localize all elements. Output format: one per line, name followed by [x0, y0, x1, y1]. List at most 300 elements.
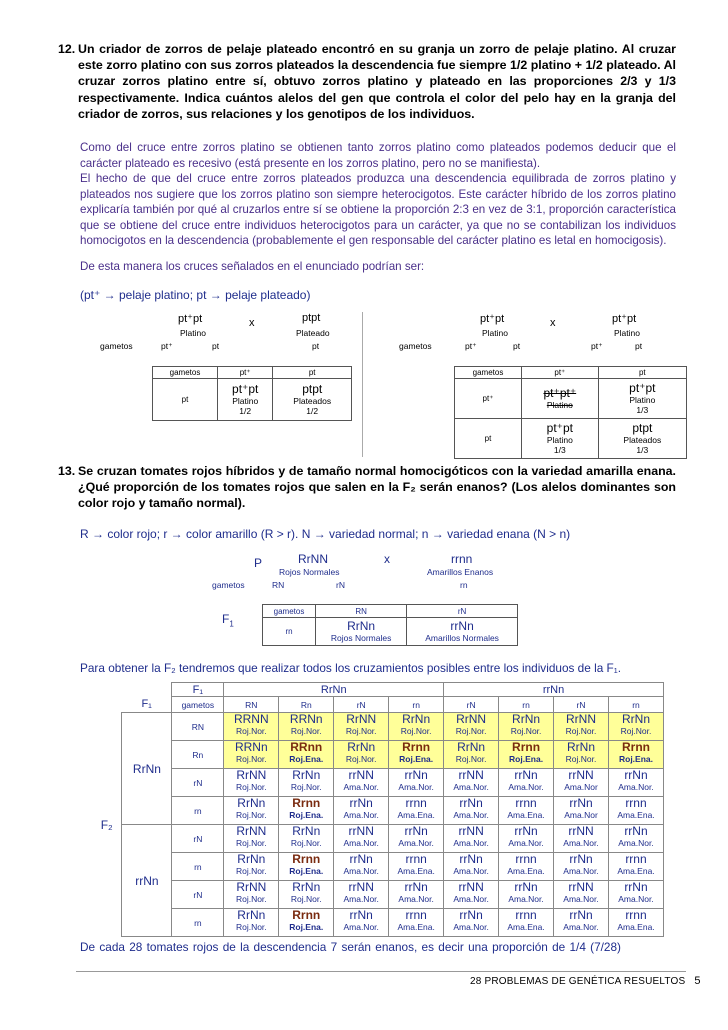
f2-cell — [444, 769, 499, 797]
cross1-row: pt — [153, 379, 218, 421]
f2-cell — [224, 741, 279, 769]
f2-cell — [334, 825, 389, 853]
f2-cell-phenotype: Ama.Nor. — [563, 838, 599, 848]
f2-cell-genotype: rrNN — [348, 824, 374, 838]
f2-cell — [444, 909, 499, 937]
f2-cell-genotype: rrNn — [624, 880, 648, 894]
f2-cell-genotype: rrnn — [625, 908, 647, 922]
f2-cell-phenotype: Ama.Ena. — [397, 866, 435, 876]
q12-number: 12. — [58, 42, 76, 56]
f2-cell-genotype: RRNn — [289, 712, 323, 726]
cross2-cell-0-1 — [598, 379, 686, 419]
f2-cell — [499, 741, 554, 769]
f2-cell-genotype: rrNn — [459, 852, 483, 866]
f2-cell — [334, 769, 389, 797]
f2-col-parent-2: rrNn — [444, 683, 664, 697]
f1-label — [222, 612, 234, 628]
f2-cell-phenotype: Roj.Ena. — [618, 754, 653, 764]
f2-cell — [279, 909, 334, 937]
p-phenotype-1: Rojos Normales — [279, 567, 340, 577]
f2-cell-phenotype: Ama.Nor. — [343, 810, 379, 820]
f2-cell-genotype: RrNN — [566, 712, 596, 726]
f2-cell-genotype: rrNn — [349, 908, 373, 922]
genotype: ptpt — [632, 421, 653, 435]
phenotype: Platino — [546, 435, 573, 445]
f2-cell-phenotype: Roj.Nor. — [235, 922, 267, 932]
p-gamete-2: rn — [460, 580, 468, 590]
f2-cell — [554, 853, 609, 881]
f2-row-gamete: rN — [172, 881, 224, 909]
fraction: 1/3 — [636, 405, 649, 415]
f2-cell-phenotype: Roj.Nor. — [235, 810, 267, 820]
f2-gametes-label: gametos — [172, 697, 224, 713]
f2-cell-genotype: rrNn — [514, 880, 538, 894]
f2-cell-phenotype: Roj.Ena. — [509, 754, 544, 764]
f2-cell-phenotype: Roj.Nor. — [400, 726, 432, 736]
f2-cell-phenotype: Ama.Nor. — [343, 838, 379, 848]
page-number: 5 — [694, 975, 701, 987]
cross2-g1: pt⁺ — [465, 341, 477, 351]
f2-row-gamete: Rn — [172, 741, 224, 769]
fraction: 1/2 — [239, 406, 252, 416]
cross2-g3: pt⁺ — [591, 341, 603, 351]
p-genotype-1: RrNN — [298, 552, 328, 566]
f2-cell — [279, 769, 334, 797]
f2-cell-genotype: RrNN — [456, 712, 487, 726]
genotype: pt⁺pt — [546, 421, 573, 435]
f2-cell — [334, 909, 389, 937]
fraction: 1/2 — [306, 406, 319, 416]
cross2-punnett — [454, 366, 687, 459]
f2-row-parent: rrNn — [122, 825, 172, 937]
q13-f2-intro: Para obtener la F₂ tendremos que realizar todos los cruzamientos posibles entre los individuos de la F₁. — [80, 661, 622, 675]
f2-cell-genotype: rrNN — [458, 768, 484, 782]
f2-cell-phenotype: Ama.Nor. — [618, 838, 654, 848]
cross2-cell-1-1 — [598, 419, 686, 459]
cross1-g1: pt⁺ — [161, 341, 173, 351]
q13-p-generation — [200, 550, 540, 595]
f2-cell-genotype: RRNN — [233, 712, 269, 726]
p-gamete-1a: RN — [272, 580, 285, 590]
f2-cell — [389, 853, 444, 881]
f2-col-gamete: rN — [334, 697, 389, 713]
f1-cell-1 — [407, 618, 518, 646]
p-label: P — [254, 556, 263, 570]
f2-f1-label: F₁ — [172, 683, 224, 697]
f2-cell — [554, 741, 609, 769]
cross1-parents — [90, 312, 360, 357]
f2-cell-phenotype: Ama.Nor. — [398, 782, 434, 792]
f2-cell — [608, 741, 663, 769]
f2-cell-genotype: RrNN — [236, 824, 267, 838]
phenotype: Plateados — [623, 435, 662, 445]
q13-conclusion: De cada 28 tomates rojos de la descendencia 7 serán enanos, es decir una proporción de 1/4 (7/28) — [80, 940, 621, 954]
f2-col-gamete: Rn — [279, 697, 334, 713]
cross1-corner: gametos — [153, 367, 218, 379]
phenotype: Rojos Normales — [330, 633, 392, 643]
f2-cell-phenotype: Roj.Nor. — [345, 754, 377, 764]
f2-cell-phenotype: Roj.Ena. — [289, 810, 324, 820]
cross1-punnett — [152, 366, 352, 421]
p-genotype-2: rrnn — [451, 552, 473, 566]
f2-cell — [224, 881, 279, 909]
cross2-col-0: pt⁺ — [522, 367, 599, 379]
f2-cell — [444, 881, 499, 909]
cross2-row-1: pt — [455, 419, 522, 459]
f2-cell-genotype: rrNn — [569, 908, 593, 922]
f2-cell-genotype: rrNn — [349, 796, 373, 810]
cross1-g3: pt — [312, 341, 320, 351]
cross1-p1-label: Platino — [180, 328, 206, 338]
f2-cell — [554, 909, 609, 937]
f2-cell-phenotype: Roj.Ena. — [399, 754, 434, 764]
f2-cell — [279, 853, 334, 881]
f2-cell-phenotype: Roj.Nor. — [455, 726, 487, 736]
f2-cell-genotype: RrNn — [292, 824, 321, 838]
f2-cell-phenotype: Ama.Nor. — [453, 838, 489, 848]
f2-cell-phenotype: Roj.Nor. — [235, 866, 267, 876]
f2-label: F₂ — [100, 817, 113, 832]
cross2-g2: pt — [513, 341, 521, 351]
f2-cell-phenotype: Roj.Nor. — [235, 782, 267, 792]
f2-cell — [554, 881, 609, 909]
genotype: rrNn — [450, 619, 474, 633]
footer-title: 28 PROBLEMAS DE GENÉTICA RESUELTOS — [470, 976, 686, 987]
f2-cell-genotype: RrNn — [347, 740, 376, 754]
f2-cell — [608, 909, 663, 937]
f2-cell-phenotype: Roj.Nor. — [290, 726, 322, 736]
f2-cell-phenotype: Roj.Nor. — [290, 782, 322, 792]
q12-answer-p3: De esta manera los cruces señalados en el enunciado podrían ser: — [80, 260, 425, 273]
f2-cell-genotype: RrNn — [457, 740, 486, 754]
f2-cell-phenotype: Ama.Nor. — [563, 922, 599, 932]
f2-row-gamete: rn — [172, 909, 224, 937]
f2-row-gamete: rN — [172, 825, 224, 853]
f2-cell-phenotype: Ama.Ena. — [617, 866, 655, 876]
p-gamete-1b: rN — [336, 580, 345, 590]
f2-cell-phenotype: Ama.Ena. — [507, 810, 545, 820]
f2-cell-phenotype: Roj.Nor. — [345, 726, 377, 736]
f2-cell-phenotype: Roj.Nor. — [455, 754, 487, 764]
f1-label-text: F — [222, 612, 230, 626]
f2-cell-phenotype: Roj.Nor. — [565, 726, 597, 736]
f2-cell-genotype: Rrnn — [402, 740, 431, 754]
cross1-p2: ptpt — [302, 312, 321, 324]
f2-cell-phenotype: Ama.Ena. — [397, 922, 435, 932]
f2-cell — [224, 797, 279, 825]
f2-cell — [444, 853, 499, 881]
f2-cell — [389, 881, 444, 909]
f2-col-gamete: rn — [389, 697, 444, 713]
f2-cell — [444, 825, 499, 853]
f2-col-gamete: rN — [444, 697, 499, 713]
f2-cell-genotype: rrNN — [568, 824, 594, 838]
f2-cell — [224, 825, 279, 853]
f2-cell-genotype: rrNn — [459, 796, 483, 810]
f2-cell — [389, 797, 444, 825]
f2-cell-phenotype: Ama.Nor. — [398, 894, 434, 904]
f2-cell — [334, 853, 389, 881]
f2-cell — [224, 713, 279, 741]
f2-cell-genotype: rrNN — [568, 768, 594, 782]
cross1-col-1: pt — [273, 367, 352, 379]
f2-cell-genotype: RrNn — [621, 712, 650, 726]
f2-cell — [224, 769, 279, 797]
f2-cell-phenotype: Ama.Ena. — [507, 866, 545, 876]
f2-row-gamete: rN — [172, 769, 224, 797]
f2-cell — [444, 741, 499, 769]
cross1-col-0: pt⁺ — [218, 367, 273, 379]
p-x: x — [384, 552, 390, 566]
f2-cell-genotype: RrNn — [512, 712, 541, 726]
f1-col-0: RN — [316, 605, 407, 618]
f2-cell-genotype: rrNn — [569, 852, 593, 866]
f2-cell-genotype: RrNn — [567, 740, 596, 754]
cross2-g4: pt — [635, 341, 643, 351]
f1-row: rn — [263, 618, 316, 646]
cross2-col-1: pt — [598, 367, 686, 379]
f2-cell-genotype: rrnn — [405, 908, 427, 922]
f2-cell-genotype: rrnn — [405, 796, 427, 810]
f2-cell — [389, 825, 444, 853]
f2-cell-genotype: rrnn — [625, 852, 647, 866]
f2-cell-genotype: rrNn — [624, 768, 648, 782]
f2-cell-genotype: rrNN — [348, 768, 374, 782]
f2-cell-genotype: rrNn — [459, 908, 483, 922]
f2-generation-label — [92, 713, 122, 937]
cross2-cell-0-0 — [522, 379, 599, 419]
cross2-p1-label: Platino — [482, 328, 508, 338]
f2-cell-genotype: RrNn — [237, 796, 266, 810]
f2-cell-phenotype: Ama.Nor. — [508, 782, 544, 792]
f2-cell-phenotype: Ama.Ena. — [617, 922, 655, 932]
cross2-corner: gametos — [455, 367, 522, 379]
f2-row-gamete: rn — [172, 797, 224, 825]
f2-cell-genotype: RRnn — [290, 740, 323, 754]
f2-cell-genotype: Rrnn — [621, 740, 650, 754]
f2-cell-phenotype: Roj.Nor. — [235, 838, 267, 848]
f2-cell — [554, 825, 609, 853]
f1-cell-0 — [316, 618, 407, 646]
f2-cell-genotype: RrNN — [346, 712, 377, 726]
f2-table — [92, 682, 664, 937]
f2-cell — [499, 881, 554, 909]
f2-cell-genotype: RrNn — [237, 852, 266, 866]
f2-cell-genotype: rrNN — [348, 880, 374, 894]
f2-cell-phenotype: Roj.Nor. — [235, 726, 267, 736]
f2-col-parent-1: RrNn — [224, 683, 444, 697]
f2-cell-phenotype: Roj.Nor. — [290, 838, 322, 848]
f2-col-gamete: RN — [224, 697, 279, 713]
f2-cell — [499, 713, 554, 741]
f2-cell-genotype: rrNn — [404, 824, 428, 838]
f2-cell-genotype: RrNn — [292, 768, 321, 782]
f2-cell — [279, 881, 334, 909]
f2-cell — [389, 741, 444, 769]
f2-cell — [334, 881, 389, 909]
f2-cell — [499, 825, 554, 853]
f2-cell-phenotype: Roj.Ena. — [289, 922, 324, 932]
f2-cell-phenotype: Ama.Nor. — [398, 838, 434, 848]
f2-cell-phenotype: Roj.Nor. — [235, 754, 267, 764]
cross2-gametes-label: gametos — [399, 341, 432, 351]
f2-cell — [224, 853, 279, 881]
f2-cell-phenotype: Ama.Nor. — [453, 894, 489, 904]
q12-answer-p1: Como del cruce entre zorros platino se obtienen tanto zorros platino como plateados podemos deducir que el carácter plateado es recesivo (está presente en los zorros platino, pero no se manifiesta). — [80, 141, 676, 170]
f2-cell-genotype: rrNn — [569, 796, 593, 810]
f2-cell-phenotype: Ama.Nor. — [563, 894, 599, 904]
f2-cell — [608, 769, 663, 797]
cross1-divider — [362, 312, 364, 457]
f2-cell-phenotype: Ama.Nor. — [563, 866, 599, 876]
cross2-row-0: pt⁺ — [455, 379, 522, 419]
phenotype: Platino — [232, 396, 259, 406]
f2-row-parent: RrNn — [122, 713, 172, 825]
fraction: 1/3 — [553, 445, 566, 455]
f2-col-gamete: rn — [608, 697, 663, 713]
f2-cell-genotype: rrNN — [458, 824, 484, 838]
f2-cell-phenotype: Roj.Ena. — [289, 754, 324, 764]
f2-cell — [224, 909, 279, 937]
f2-cell — [554, 797, 609, 825]
f2-cell — [608, 797, 663, 825]
cross2-p2-label: Platino — [614, 328, 640, 338]
fraction: 1/3 — [636, 445, 649, 455]
f2-cell-phenotype: Ama.Nor. — [508, 894, 544, 904]
f2-cell-genotype: rrNn — [349, 852, 373, 866]
f2-cell-phenotype: Ama.Nor. — [508, 838, 544, 848]
f2-cell-genotype: Rrnn — [292, 908, 321, 922]
f2-cell — [554, 713, 609, 741]
f2-cell — [608, 825, 663, 853]
p-gametes-label: gametos — [212, 580, 245, 590]
genotype: ptpt — [302, 382, 323, 396]
f2-cell — [279, 797, 334, 825]
f2-cell-genotype: Rrnn — [292, 796, 321, 810]
f2-cell-phenotype: Ama.Nor. — [453, 782, 489, 792]
f2-cell — [389, 713, 444, 741]
f2-cell-genotype: rrnn — [515, 852, 537, 866]
f2-col-gamete: rn — [499, 697, 554, 713]
cross1-g2: pt — [212, 341, 220, 351]
f2-cell — [499, 769, 554, 797]
f2-cell — [554, 769, 609, 797]
f2-col-gamete: rN — [554, 697, 609, 713]
p-phenotype-2: Amarillos Enanos — [427, 567, 494, 577]
f2-cell-phenotype: Ama.Nor. — [343, 866, 379, 876]
f2-cell-genotype: rrNn — [404, 768, 428, 782]
cross1-cell-0 — [218, 379, 273, 421]
f2-cell-phenotype: Ama.Nor. — [618, 894, 654, 904]
f2-cell — [499, 797, 554, 825]
q12-statement: Un criador de zorros de pelaje plateado encontró en su granja un zorro de pelaje platino. Al cruzar este zorro platino con sus zorros plateados la descendencia fue siempre 1/2 platino + 1/2 plateado. Al cruzar zorros platino entre sí, obtuvo zorros platino y plateado en las proporciones 2/3 y 1/3 respectivamente. Indica cuántos alelos del gen que controla el color del pelo hay en la granja del criador de zorros, sus relaciones y los genotipos de los individuos. — [78, 42, 676, 121]
genotype: pt⁺pt⁺ — [543, 386, 577, 400]
f1-table — [262, 604, 518, 646]
f2-cell-phenotype: Ama.Nor. — [453, 922, 489, 932]
genotype: pt⁺pt — [232, 382, 259, 396]
f2-cell — [334, 713, 389, 741]
f2-cell — [279, 825, 334, 853]
f2-cell-genotype: Rrnn — [512, 740, 541, 754]
f2-cell-phenotype: Roj.Nor. — [290, 894, 322, 904]
cross1-gametes-label: gametos — [100, 341, 133, 351]
f1-col-1: rN — [407, 605, 518, 618]
f2-cell-phenotype: Ama.Nor. — [453, 866, 489, 876]
cross1-p1: pt⁺pt — [178, 313, 203, 325]
f2-cell — [444, 713, 499, 741]
f2-cell-genotype: rrnn — [405, 852, 427, 866]
f2-cell-phenotype: Ama.Nor. — [618, 782, 654, 792]
q12-answer-p2: El hecho de que del cruce entre zorros plateados produzca una descendencia equilibrada de zorros platino y plateados nos sugiere que los zorros platino son siempre heterocigotos. Este carácter híbrido de los zorros platino explicaría también por qué al cruzarlos entre sí se obtiene la proporción 2:3 en vez de 3:1, proporción característica que se obtiene del cruce entre individuos heterocigotos para un carácter, ya que no se contabilizan los individuos homocigotos en la descendencia (probablemente el gen responsable del carácter platino es letal en homocigosis). — [80, 172, 676, 248]
genotype: pt⁺pt — [629, 381, 656, 395]
f2-cell — [389, 909, 444, 937]
q13-legend: R → color rojo; r → color amarillo (R > r). N → variedad normal; n → variedad enana (N > n) — [80, 527, 571, 541]
footer-rule — [76, 971, 686, 972]
f2-cell — [444, 797, 499, 825]
f1-label-sub: 1 — [229, 619, 234, 629]
f2-cell-genotype: rrNn — [624, 824, 648, 838]
f2-cell-phenotype: Roj.Nor. — [565, 754, 597, 764]
phenotype: Platino — [629, 395, 656, 405]
f2-cell — [334, 797, 389, 825]
phenotype: Plateados — [293, 396, 332, 406]
f2-cell-genotype: Rrnn — [292, 852, 321, 866]
f2-cell-genotype: rrnn — [515, 908, 537, 922]
f1-corner: gametos — [263, 605, 316, 618]
footer — [470, 975, 701, 987]
f2-cell-genotype: RrNn — [402, 712, 431, 726]
f2-cell-phenotype: Roj.Nor. — [510, 726, 542, 736]
f2-cell — [334, 741, 389, 769]
f2-cell-phenotype: Ama.Ena. — [397, 810, 435, 820]
f2-cell — [389, 769, 444, 797]
f2-cell-phenotype: Ama.Ena. — [507, 922, 545, 932]
f2-cell-genotype: RrNN — [236, 768, 267, 782]
f2-cell-phenotype: Ama.Nor — [564, 782, 598, 792]
f2-cell-genotype: rrnn — [625, 796, 647, 810]
f2-row-gamete: rn — [172, 853, 224, 881]
f2-cell-genotype: rrnn — [515, 796, 537, 810]
phenotype: Platino — [546, 400, 573, 410]
cross1-cell-1 — [273, 379, 352, 421]
cross2-cell-1-0 — [522, 419, 599, 459]
f2-cell-genotype: rrNn — [514, 824, 538, 838]
f2-cell-phenotype: Ama.Nor — [564, 810, 598, 820]
f2-f1-row-label: F₁ — [122, 697, 172, 713]
f2-cell — [279, 713, 334, 741]
f2-cell — [608, 853, 663, 881]
cross2-p2: pt⁺pt — [612, 313, 637, 325]
f2-cell-phenotype: Roj.Ena. — [289, 866, 324, 876]
q13-number: 13. — [58, 464, 76, 478]
f2-cell — [608, 881, 663, 909]
f2-cell-genotype: RrNn — [237, 908, 266, 922]
f2-cell-phenotype: Ama.Nor. — [453, 810, 489, 820]
cross1-x: x — [249, 317, 255, 329]
f2-cell-genotype: RRNn — [234, 740, 268, 754]
phenotype: Amarillos Normales — [425, 633, 499, 643]
cross2-parents — [390, 312, 680, 357]
f2-cell — [499, 909, 554, 937]
f2-row-gamete: RN — [172, 713, 224, 741]
f2-cell — [279, 741, 334, 769]
cross2-p1: pt⁺pt — [480, 313, 505, 325]
f2-cell — [608, 713, 663, 741]
f2-cell-genotype: rrNN — [568, 880, 594, 894]
f2-cell-phenotype: Roj.Nor. — [235, 894, 267, 904]
f2-cell — [499, 853, 554, 881]
f2-cell-phenotype: Ama.Nor. — [343, 894, 379, 904]
